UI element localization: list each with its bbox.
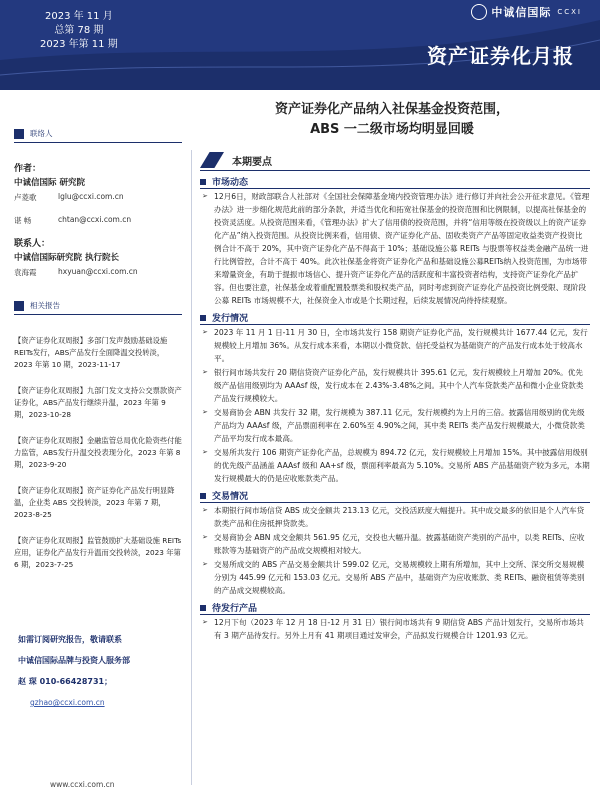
key-points-title: 本期要点 (232, 156, 272, 168)
arrow-icon: ➢ (202, 192, 208, 200)
bullet-text: 银行间市场共发行 20 期信贷资产证券化产品，发行规模共计 395.61 亿元，发行规模较上月增加 20%。优先级产品信用级别均为 AAAsf 级，发行成本在 2.43%-3.48%之间。其中个人汽车贷款类产品和微小企业贷款类产品发行规模较大。 (214, 368, 584, 403)
contact-section-label: 联络人 (30, 129, 53, 138)
section-underline (200, 614, 590, 615)
report-title: 资产证券化月报 (427, 44, 574, 68)
section-underline (200, 324, 590, 325)
square-bullet-icon (200, 605, 206, 611)
section-underline (200, 502, 590, 503)
arrow-icon: ➢ (202, 560, 208, 568)
key-points (200, 152, 590, 642)
section-market-dynamics (200, 175, 590, 188)
bullet-item (200, 446, 590, 485)
report-header (0, 0, 600, 90)
issue-year: 2023 年第 11 期 (40, 39, 118, 50)
document-title-line1: 资产证券化产品纳入社保基金投资范围， (274, 102, 509, 117)
author-email[interactable]: chtan@ccxi.com.cn (58, 215, 132, 224)
document-title-line2: ABS 一二级市场均明显回暖 (310, 122, 474, 137)
arrow-icon: ➢ (202, 368, 208, 376)
related-report-item[interactable]: 【资产证券化双周报】监管鼓励扩大基础设施 REITs 应用，证券化产品发行升温而交投转淡，2023 年第 6 期，2023-7-25 (14, 536, 182, 569)
bullet-item (200, 504, 590, 530)
author-name: 卢菱歌 (14, 193, 37, 202)
service-person: 赵 琛 010-66428731； (18, 677, 113, 686)
square-bullet-icon (200, 493, 206, 499)
bullet-text: 2023 年 11 月 1 日-11 月 30 日，全市场共发行 158 期资产证券化产品，发行规模共计 1677.44 亿元，发行规模较上月增加 36%。从发行成本来看，本期以小微贷款、信托受益权为基础资产的产品发行成本处于较高水平。 (214, 328, 588, 363)
author-row (14, 215, 182, 226)
authors-org: 中诚信国际 研究院 (14, 178, 85, 188)
arrow-icon: ➢ (202, 408, 208, 416)
subscribe-line: 如需订阅研究报告，敬请联系 (18, 635, 122, 644)
bullet-text: 12月6日，财政部联合人社部对《全国社会保障基金境内投资管理办法》进行修订并向社会公开征求意见。《管理办法》进一步细化规范此前的部分条款，并适当优化和拓宽社保基金的投资范围和比例限制，以提高社保基金的投资灵活度。从投资范围来看，《管理办法》扩大了信用债的投资范围，并将“信用等级在投资级以上的资产证券化产品”纳入投资范围。从投资比例来看，信用债、资产证券化产品、固收类资产产品等固定收益类资产投资比例合计不高于 20%，其中资产证券化产品不得高于 10%；基础设施公募 REITs 与股票等权益类金融产品统一进行比例管控，合计不高于 40%。此次社保基金将资产证券化产品和基础设施公募REITs纳入投资范围，为市场带来增量资金，有助于提振市场信心、提升资产证券化产品的活跃度和丰富投资者结构，支持资产证券化产品扩容。但也要注意，社保基金或着重配置股票类和股权类产品，同时考虑到资产证券化产品投资比例受限、现阶段公募 REITs 市场规模不大，社保资金入市或是个长期过程，后续发展情况尚待持续观察。 (214, 192, 590, 305)
brand-name: 中诚信国际 (491, 6, 552, 19)
subscription-block (18, 632, 130, 710)
related-report-item[interactable]: 【资产证券化双周报】九部门发文支持公交票款资产证券化，ABS产品发行继续升温，2023 年第 9 期，2023-10-28 (14, 386, 182, 419)
sidebar (14, 128, 182, 571)
section-title: 交易情况 (212, 492, 249, 502)
related-report-item[interactable]: 【资产证券化双周报】多部门发声鼓励基础设施REITs发行，ABS产品发行全面降温交投转淡，2023 年第 10 期，2023-11-17 (14, 336, 168, 369)
contact-label: 联系人： (14, 239, 51, 249)
section-underline (200, 188, 590, 189)
contact-name: 袁海霞 (14, 268, 37, 277)
related-report-item[interactable]: 【资产证券化双周报】金融监管总局优化险资些付能力监管，ABS发行升温交投表现分化，2023 年第 8 期，2023-9-20 (14, 436, 182, 469)
bullet-text: 交易商协会 ABN 成交金额共 561.95 亿元，交投也大幅升温。披露基础资产类别的产品中，以类 REITs、应收账款等为基础资产的产品成交规模相对较大。 (214, 533, 585, 555)
document-title (192, 100, 592, 140)
author-row (14, 192, 182, 203)
related-report-item[interactable]: 【资产证券化双周报】资产证券化产品发行明显降温，企业类 ABS 交投转淡，2023 年第 7 期，2023-8-25 (14, 486, 175, 519)
bullet-item (200, 406, 590, 445)
author-email[interactable]: lglu@ccxi.com.cn (58, 192, 124, 201)
related-section-head (14, 300, 182, 315)
bullet-item (200, 616, 590, 642)
section-title: 市场动态 (212, 178, 249, 188)
section-trading (200, 489, 590, 502)
arrow-icon: ➢ (202, 618, 208, 626)
author-name: 谌 畅 (14, 216, 32, 225)
heading-icon (200, 152, 224, 168)
issue-total: 总第 78 期 (54, 25, 104, 36)
bullet-text: 12月下旬（2023 年 12 月 18 日-12 月 31 日）银行间市场共有 9 期信贷 ABS 产品计划发行，交易所市场共有 3 期产品待发行。另外上月有 41 期项目通过发审会，产品拟发行规模合计 1201.93 亿元。 (214, 618, 584, 640)
contact-email[interactable]: hxyuan@ccxi.com.cn (58, 267, 138, 276)
logo-icon (471, 4, 487, 20)
bullet-text: 交易所成交的 ABS 产品交易金额共计 599.02 亿元，交易规模较上期有所增加，其中上交所、深交所交易规模分别为 445.99 亿元和 153.03 亿元。交易所 ABS 产品中，基础资产为应收账款、类 REITs、融资租赁等类别的产品成交规模较高。 (214, 560, 585, 595)
service-email[interactable]: gzhao@ccxi.com.cn (30, 698, 105, 707)
bullet-text: 交易商协会 ABN 共发行 32 期，发行规模为 387.11 亿元，发行规模约为上月的三倍。披露信用级别的优先级产品均为 AAAsf 级，产品票面利率在 2.60%至 4.90%之间，其中类 REITs 类产品发行规模最大，小微贷款类产品平均发行成本最高。 (214, 408, 585, 443)
website-link[interactable]: www.ccxi.com.cn (50, 780, 115, 789)
bullet-item (200, 558, 590, 597)
issue-meta (40, 10, 118, 52)
column-divider (191, 150, 192, 785)
section-issuance (200, 311, 590, 324)
contact-org: 中诚信国际研究院 执行院长 (14, 253, 119, 263)
brand-logo (471, 4, 582, 20)
arrow-icon: ➢ (202, 506, 208, 514)
authors-label: 作者： (14, 164, 42, 174)
key-points-head (200, 152, 590, 171)
contact-row (14, 267, 182, 278)
bullet-item (200, 326, 590, 365)
bullet-text: 交易所共发行 106 期资产证券化产品，总规模为 894.72 亿元，发行规模较上月增加 15%。其中披露信用级别的优先级产品涵盖 AAAsf 级和 AA+sf 级，票面利率最高为 5.10%。交易所 ABS 产品基础资产较为多元，本期发行规模最大的仍是应收账款类产品。 (214, 448, 590, 483)
person-icon (14, 129, 24, 139)
bullet-item (200, 531, 590, 557)
bullet-text: 本期银行间市场信贷 ABS 成交金额共 213.13 亿元，交投活跃度大幅提升。其中成交最多的依旧是个人汽车贷款类产品和住房抵押贷款类。 (214, 506, 585, 528)
section-title: 发行情况 (212, 314, 249, 324)
contact-section-head (14, 128, 182, 143)
document-icon (14, 301, 24, 311)
issue-date: 2023 年 11 月 (45, 11, 113, 22)
arrow-icon: ➢ (202, 533, 208, 541)
bullet-item (200, 366, 590, 405)
arrow-icon: ➢ (202, 328, 208, 336)
square-bullet-icon (200, 315, 206, 321)
brand-sub: CCXI (557, 8, 582, 16)
section-pending (200, 601, 590, 614)
service-dept: 中诚信国际品牌与投资人服务部 (18, 656, 130, 665)
related-section-label: 相关报告 (30, 301, 60, 310)
bullet-item (200, 190, 590, 307)
square-bullet-icon (200, 179, 206, 185)
section-title: 待发行产品 (212, 604, 258, 614)
arrow-icon: ➢ (202, 448, 208, 456)
